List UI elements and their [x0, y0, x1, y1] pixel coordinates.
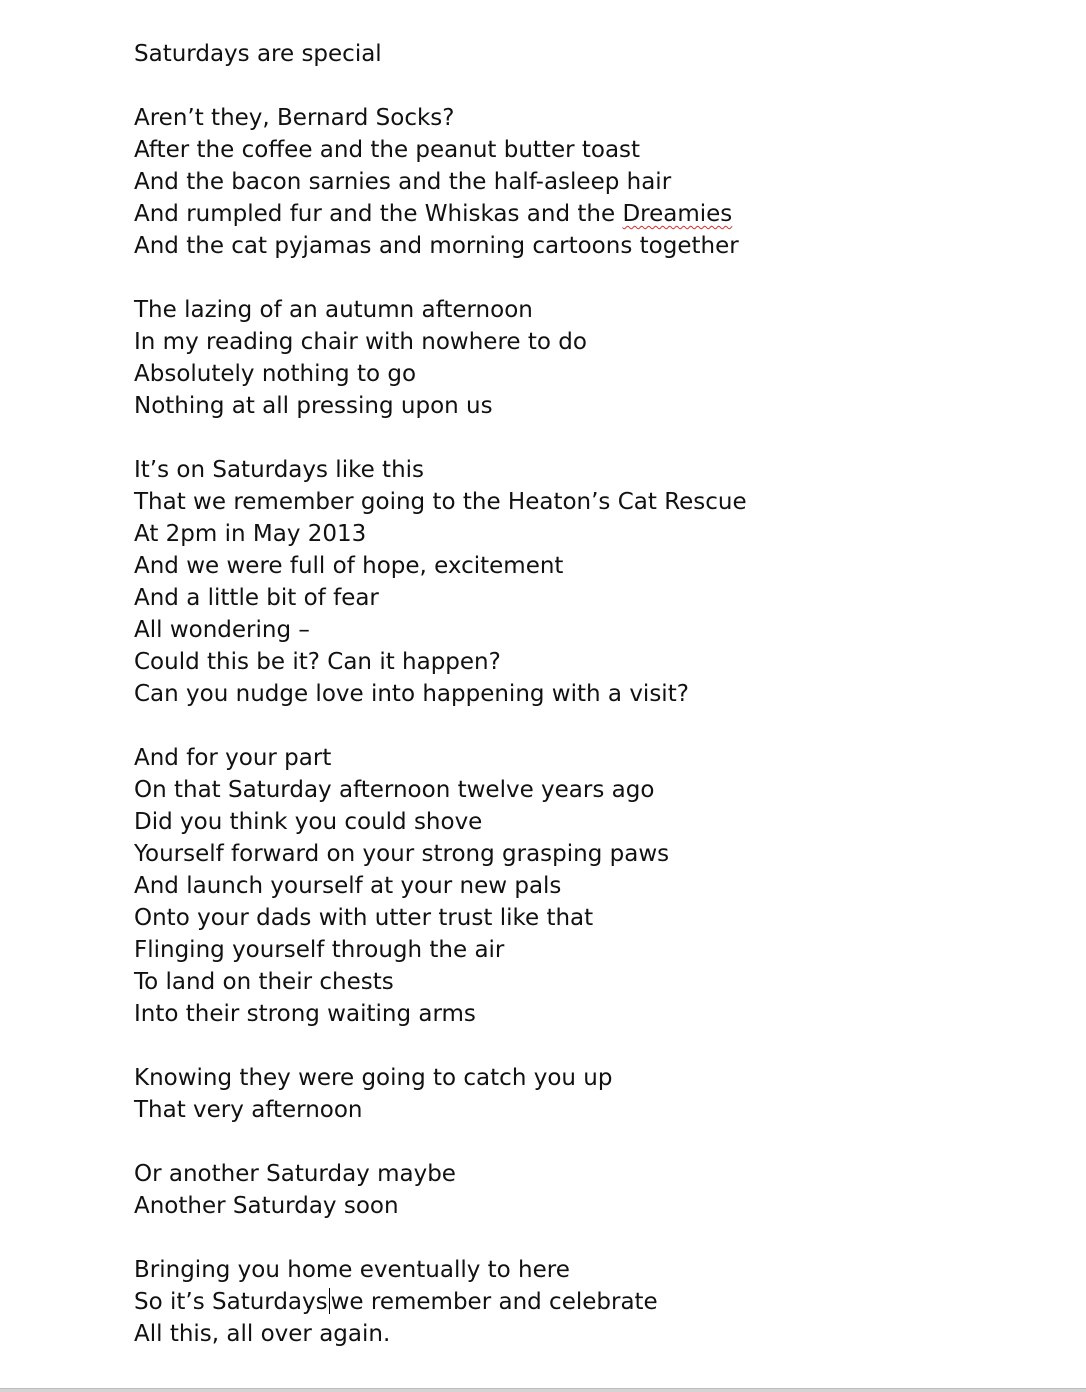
poem-line: And the bacon sarnies and the half-asleep hair [134, 169, 672, 195]
poem-line: Did you think you could shove [134, 809, 483, 835]
spellcheck-flagged-word[interactable]: Dreamies [622, 201, 733, 227]
poem-line: Or another Saturday maybe [134, 1161, 456, 1187]
poem-line: And a little bit of fear [134, 585, 379, 611]
poem-line: And we were full of hope, excitement [134, 553, 564, 579]
poem-line: Absolutely nothing to go [134, 361, 417, 387]
stanza-5 [134, 1062, 1034, 1126]
stanza-1 [134, 102, 1034, 262]
poem-line: Into their strong waiting arms [134, 1001, 476, 1027]
poem-line: Yourself forward on your strong grasping paws [134, 841, 670, 867]
poem-line: To land on their chests [134, 969, 394, 995]
page-bottom-edge [0, 1388, 1086, 1392]
poem-line: Can you nudge love into happening with a visit? [134, 681, 689, 707]
poem-line-text: So it’s Saturdays [134, 1289, 328, 1315]
poem-title: Saturdays are special [134, 41, 382, 67]
text-cursor [329, 1288, 330, 1314]
stanza-6 [134, 1158, 1034, 1222]
poem-line: And for your part [134, 745, 332, 771]
poem-line: And the cat pyjamas and morning cartoons together [134, 233, 739, 259]
poem-line: Onto your dads with utter trust like that [134, 905, 594, 931]
poem-line: The lazing of an autumn afternoon [134, 297, 533, 323]
poem-line: Another Saturday soon [134, 1193, 399, 1219]
stanza-2 [134, 294, 1034, 422]
poem-line: On that Saturday afternoon twelve years ago [134, 777, 655, 803]
poem-line: At 2pm in May 2013 [134, 521, 367, 547]
poem-line: Bringing you home eventually to here [134, 1257, 570, 1283]
stanza-4 [134, 742, 1034, 1030]
poem-line: Could this be it? Can it happen? [134, 649, 501, 675]
poem-line: All wondering – [134, 617, 310, 643]
poem-line: Knowing they were going to catch you up [134, 1065, 613, 1091]
document-body[interactable] [134, 38, 1034, 1350]
stanza-3 [134, 454, 1034, 710]
poem-line: That we remember going to the Heaton’s Cat Rescue [134, 489, 747, 515]
poem-line: In my reading chair with nowhere to do [134, 329, 587, 355]
stanza-7 [134, 1254, 1034, 1350]
poem-line: All this, all over again. [134, 1321, 391, 1347]
poem-line [134, 1286, 1034, 1318]
poem-line: Flinging yourself through the air [134, 937, 505, 963]
poem-line-text: we remember and celebrate [330, 1289, 658, 1315]
poem-line: That very afternoon [134, 1097, 363, 1123]
poem-line-text: And rumpled fur and the Whiskas and the [134, 201, 623, 227]
poem-line: Nothing at all pressing upon us [134, 393, 493, 419]
poem-line: It’s on Saturdays like this [134, 457, 425, 483]
poem-line: Aren’t they, Bernard Socks? [134, 105, 455, 131]
poem-line: And launch yourself at your new pals [134, 873, 562, 899]
poem-line [134, 198, 1034, 230]
poem-line: After the coffee and the peanut butter toast [134, 137, 641, 163]
